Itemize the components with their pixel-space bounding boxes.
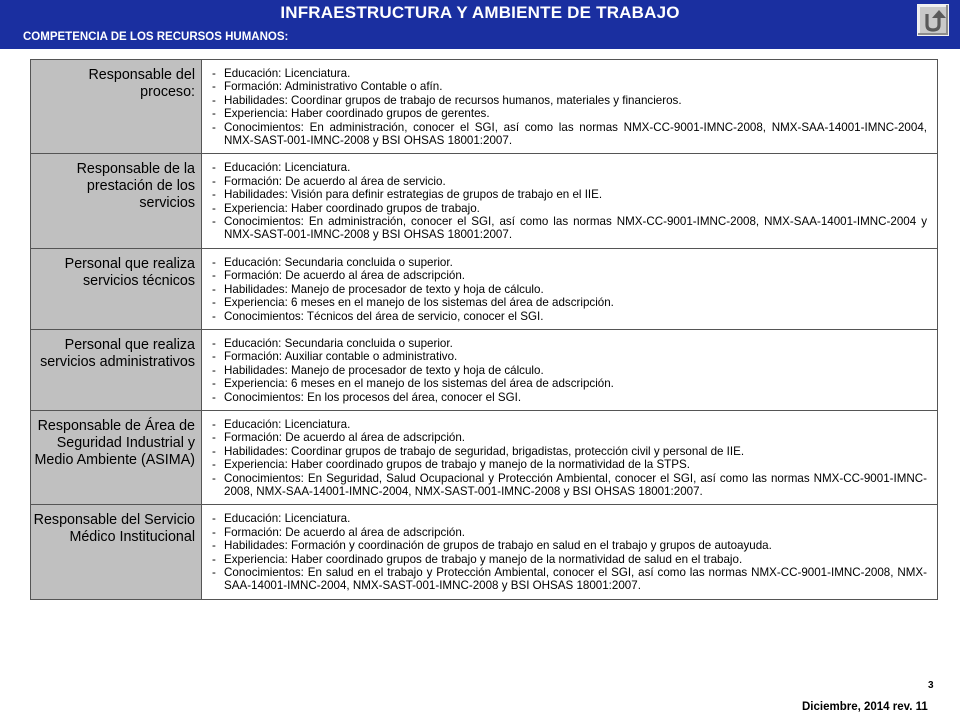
list-item bbox=[212, 161, 927, 174]
list-item bbox=[212, 512, 927, 525]
bullet-dash: - bbox=[212, 161, 216, 175]
requirement-text: Conocimientos: En los procesos del área, conocer el SGI. bbox=[224, 390, 522, 404]
bullet-dash: - bbox=[212, 377, 216, 391]
bullet-dash: - bbox=[212, 93, 216, 107]
bullet-dash: - bbox=[212, 269, 216, 283]
role-label: Personal que realiza servicios técnicos bbox=[30, 249, 202, 329]
list-item bbox=[212, 283, 927, 296]
list-item bbox=[212, 553, 927, 566]
requirement-text: Habilidades: Coordinar grupos de trabajo de recursos humanos, materiales y financieros. bbox=[224, 93, 682, 107]
requirement-text: Conocimientos: En Seguridad, Salud Ocupacional y Protección Ambiental, conocer el SGI, así como las normas NMX-CC-9001-IMNC-2008, NMX-SAA-14001-IMNC-2004, NMX-SAST-001-IMNC-2008 y BSI OHSAS 18001:2007. bbox=[224, 471, 927, 498]
bullet-dash: - bbox=[212, 525, 216, 539]
requirement-text: Educación: Licenciatura. bbox=[224, 417, 351, 431]
requirements-list bbox=[202, 330, 938, 410]
list-item bbox=[212, 472, 927, 499]
list-item bbox=[212, 121, 927, 148]
bullet-dash: - bbox=[212, 120, 216, 134]
requirements-list bbox=[202, 249, 938, 329]
requirements-list bbox=[202, 411, 938, 504]
requirement-text: Conocimientos: En administración, conocer el SGI, así como las normas NMX-CC-9001-IMNC-2008, NMX-SAA-14001-IMNC-2004 y NMX-SAST-001-IMNC-2008 y BSI OHSAS 18001:2007. bbox=[224, 215, 927, 242]
bullet-dash: - bbox=[212, 80, 216, 94]
table-row bbox=[30, 249, 938, 330]
requirement-text: Conocimientos: En administración, conocer el SGI, así como las normas NMX-CC-9001-IMNC-2008, NMX-SAA-14001-IMNC-2004, NMX-SAST-001-IMNC-2008 y BSI OHSAS 18001:2007. bbox=[224, 120, 927, 148]
requirement-text: Educación: Licenciatura. bbox=[224, 161, 351, 175]
requirement-text: Experiencia: Haber coordinado grupos de trabajo y manejo de la normatividad de la STPS. bbox=[224, 458, 690, 472]
role-label: Personal que realiza servicios administrativos bbox=[30, 330, 202, 410]
table-row bbox=[30, 60, 938, 154]
list-item bbox=[212, 350, 927, 363]
role-label: Responsable del Servicio Médico Institucional bbox=[30, 505, 202, 598]
role-label: Responsable de la prestación de los servicios bbox=[30, 154, 202, 247]
list-item bbox=[212, 391, 927, 404]
requirements-list bbox=[202, 154, 938, 247]
table-row bbox=[30, 330, 938, 411]
footer-date-revision: Diciembre, 2014 rev. 11 bbox=[802, 701, 928, 713]
bullet-dash: - bbox=[212, 282, 216, 296]
requirement-text: Formación: De acuerdo al área de adscripción. bbox=[224, 525, 466, 539]
requirement-text: Experiencia: 6 meses en el manejo de los sistemas del área de adscripción. bbox=[224, 296, 614, 310]
bullet-dash: - bbox=[212, 336, 216, 350]
bullet-dash: - bbox=[212, 363, 216, 377]
requirements-list bbox=[202, 60, 938, 153]
requirement-text: Habilidades: Coordinar grupos de trabajo de seguridad, brigadistas, protección civil y personal de IIE. bbox=[224, 444, 745, 458]
bullet-dash: - bbox=[212, 566, 216, 579]
requirement-text: Formación: De acuerdo al área de servicio. bbox=[224, 174, 446, 188]
page-title: INFRAESTRUCTURA Y AMBIENTE DE TRABAJO bbox=[280, 3, 680, 22]
list-item bbox=[212, 566, 927, 593]
requirements-list bbox=[202, 505, 938, 598]
bullet-dash: - bbox=[212, 552, 216, 566]
list-item bbox=[212, 67, 927, 80]
bullet-dash: - bbox=[212, 390, 216, 404]
page-number: 3 bbox=[928, 680, 934, 691]
requirement-text: Educación: Secundaria concluida o superior. bbox=[224, 255, 453, 269]
list-item bbox=[212, 188, 927, 201]
list-item bbox=[212, 202, 927, 215]
bullet-dash: - bbox=[212, 431, 216, 445]
requirement-text: Habilidades: Visión para definir estrategias de grupos de trabajo en el IIE. bbox=[224, 188, 603, 202]
requirement-text: Formación: De acuerdo al área de adscripción. bbox=[224, 269, 466, 283]
bullet-dash: - bbox=[212, 201, 216, 215]
list-item bbox=[212, 539, 927, 552]
bullet-dash: - bbox=[212, 255, 216, 269]
role-label: Responsable de Área de Seguridad Industrial y Medio Ambiente (ASIMA) bbox=[30, 411, 202, 504]
bullet-dash: - bbox=[212, 296, 216, 310]
requirement-text: Habilidades: Formación y coordinación de grupos de trabajo en salud en el trabajo y grupos de autoayuda. bbox=[224, 539, 772, 553]
list-item bbox=[212, 418, 927, 431]
bullet-dash: - bbox=[212, 471, 216, 485]
bullet-dash: - bbox=[212, 512, 216, 526]
requirement-text: Experiencia: Haber coordinado grupos de trabajo. bbox=[224, 201, 480, 215]
list-item bbox=[212, 80, 927, 93]
bullet-dash: - bbox=[212, 215, 216, 229]
section-subtitle: COMPETENCIA DE LOS RECURSOS HUMANOS: bbox=[23, 31, 289, 43]
bullet-dash: - bbox=[212, 309, 216, 323]
bullet-dash: - bbox=[212, 67, 216, 80]
list-item bbox=[212, 269, 927, 282]
bullet-dash: - bbox=[212, 417, 216, 431]
requirement-text: Habilidades: Manejo de procesador de texto y hoja de cálculo. bbox=[224, 363, 544, 377]
bullet-dash: - bbox=[212, 539, 216, 553]
list-item bbox=[212, 526, 927, 539]
list-item bbox=[212, 256, 927, 269]
requirement-text: Experiencia: 6 meses en el manejo de los sistemas del área de adscripción. bbox=[224, 377, 614, 391]
requirement-text: Experiencia: Haber coordinado grupos de trabajo y manejo de la normatividad de salud en el trabajo. bbox=[224, 552, 743, 566]
requirement-text: Conocimientos: En salud en el trabajo y Protección Ambiental, conocer el SGI, así como las normas NMX-CC-9001-IMNC-2008, NMX-SAA-14001-IMNC-2004, NMX-SAST-001-IMNC-2008 y BSI OHSAS 18001:2007. bbox=[224, 566, 927, 593]
requirement-text: Educación: Secundaria concluida o superior. bbox=[224, 336, 453, 350]
bullet-dash: - bbox=[212, 350, 216, 364]
list-item bbox=[212, 310, 927, 323]
requirement-text: Conocimientos: Técnicos del área de servicio, conocer el SGI. bbox=[224, 309, 544, 323]
table-row bbox=[30, 154, 938, 248]
list-item bbox=[212, 175, 927, 188]
competency-table bbox=[30, 59, 938, 600]
table-row bbox=[30, 411, 938, 505]
list-item bbox=[212, 431, 927, 444]
requirement-text: Habilidades: Manejo de procesador de texto y hoja de cálculo. bbox=[224, 282, 544, 296]
list-item bbox=[212, 107, 927, 120]
list-item bbox=[212, 458, 927, 471]
list-item bbox=[212, 215, 927, 242]
requirement-text: Formación: Administrativo Contable o afín. bbox=[224, 80, 443, 94]
list-item bbox=[212, 445, 927, 458]
list-item bbox=[212, 94, 927, 107]
list-item bbox=[212, 377, 927, 390]
bullet-dash: - bbox=[212, 174, 216, 188]
requirement-text: Formación: Auxiliar contable o administrativo. bbox=[224, 350, 458, 364]
home-navigation-icon bbox=[918, 5, 948, 35]
header-bar bbox=[0, 0, 960, 49]
role-label: Responsable del proceso: bbox=[30, 60, 202, 153]
home-button[interactable] bbox=[917, 4, 949, 36]
bullet-dash: - bbox=[212, 188, 216, 202]
requirement-text: Educación: Licenciatura. bbox=[224, 512, 351, 526]
bullet-dash: - bbox=[212, 458, 216, 472]
list-item bbox=[212, 337, 927, 350]
list-item bbox=[212, 296, 927, 309]
requirement-text: Formación: De acuerdo al área de adscripción. bbox=[224, 431, 466, 445]
requirement-text: Educación: Licenciatura. bbox=[224, 67, 351, 80]
list-item bbox=[212, 364, 927, 377]
bullet-dash: - bbox=[212, 444, 216, 458]
bullet-dash: - bbox=[212, 107, 216, 121]
requirement-text: Experiencia: Haber coordinado grupos de gerentes. bbox=[224, 107, 490, 121]
table-row bbox=[30, 505, 938, 598]
